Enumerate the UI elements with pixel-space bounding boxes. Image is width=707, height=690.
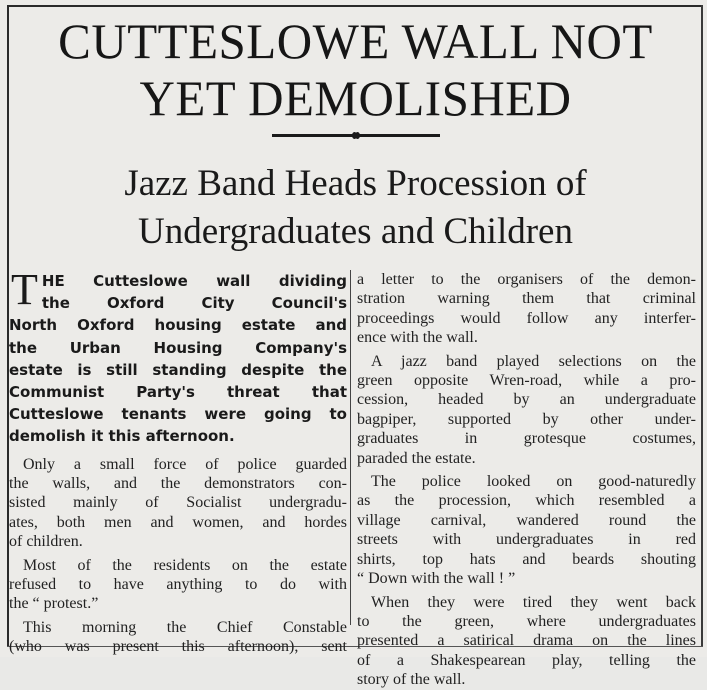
text-line: When they were tired they went back — [371, 593, 696, 611]
lead-line: the Urban Housing Company's — [9, 338, 347, 357]
text-line: Most of the residents on the estate — [23, 556, 347, 574]
headline — [14, 13, 697, 127]
lead-line: Cutteslowe tenants were going to — [9, 405, 347, 424]
lead-paragraph — [9, 265, 347, 448]
text-line: of a Shakespearean play, telling the — [357, 651, 696, 669]
right-border-rule — [701, 5, 703, 647]
drop-cap: T — [11, 265, 38, 314]
text-line: graduates in grotesque costumes, — [357, 430, 696, 448]
text-line: stration warning them that criminal — [357, 290, 696, 308]
text-line: Only a small force of police guarded — [23, 455, 347, 473]
text-line: refused to have anything to do with — [9, 576, 347, 594]
lead-line: demolish it this afternoon. — [9, 427, 235, 446]
column-divider — [350, 270, 351, 625]
subheadline-line-2: Undergraduates and Children — [138, 211, 573, 252]
lead-line: the Oxford City Council's — [41, 294, 347, 313]
text-line: sisted mainly of Socialist undergradu- — [9, 494, 347, 512]
lead-line: estate is still standing despite the — [9, 360, 347, 379]
text-line: proceedings would follow any interfer- — [357, 309, 696, 327]
text-line: This morning the Chief Constable — [23, 618, 347, 636]
text-line: village carnival, wandered round the — [357, 511, 696, 529]
text-line: A jazz band played selections on the — [371, 352, 696, 370]
paragraph-residents — [9, 556, 347, 614]
article-column-2 — [357, 270, 696, 690]
text-line: cession, headed by an undergraduate — [357, 391, 696, 409]
headline-divider — [272, 134, 440, 137]
lead-line: North Oxford housing estate and — [9, 316, 347, 335]
headline-line-2: YET DEMOLISHED — [139, 70, 572, 127]
text-line: green opposite Wren-road, while a pro- — [357, 372, 696, 390]
text-line: (who was present this afternoon), sent — [9, 638, 347, 656]
lead-line: Communist Party's threat that — [9, 383, 347, 402]
subheadline — [14, 160, 697, 256]
subheadline-line-1: Jazz Band Heads Procession of — [124, 163, 587, 204]
text-line: a letter to the organisers of the demon- — [357, 271, 696, 288]
text-line: ence with the wall. — [357, 329, 478, 347]
text-line: “ Down with the wall ! ” — [357, 570, 516, 588]
article-column-1 — [9, 265, 347, 657]
text-line: shirts, top hats and beards shouting — [357, 550, 696, 568]
paragraph-procession — [357, 472, 696, 588]
paragraph-police — [9, 455, 347, 552]
lead-line: HE Cutteslowe wall dividing — [41, 272, 347, 290]
text-line: presented a satirical drama on the lines — [357, 632, 696, 650]
paragraph-drama — [357, 593, 696, 690]
text-line: bagpiper, supported by other under- — [357, 410, 696, 428]
paragraph-jazz-band — [357, 352, 696, 468]
text-line: streets with undergraduates in red — [357, 531, 696, 549]
text-line: to the green, where undergraduates — [357, 612, 696, 630]
text-line: the walls, and the demonstrators con- — [9, 475, 347, 493]
text-line: the “ protest.” — [9, 595, 99, 613]
top-border-rule — [7, 5, 702, 7]
text-line: as the procession, which resembled a — [357, 492, 696, 510]
text-line: story of the wall. — [357, 671, 466, 689]
headline-line-1: CUTTESLOWE WALL NOT — [58, 12, 653, 69]
paragraph-chief-constable — [9, 618, 347, 657]
text-line: The police looked on good-naturedly — [371, 473, 696, 491]
paragraph-letter — [357, 270, 696, 348]
text-line: ates, both men and women, and hordes — [9, 513, 347, 531]
text-line: paraded the estate. — [357, 449, 476, 467]
text-line: of children. — [9, 533, 83, 551]
